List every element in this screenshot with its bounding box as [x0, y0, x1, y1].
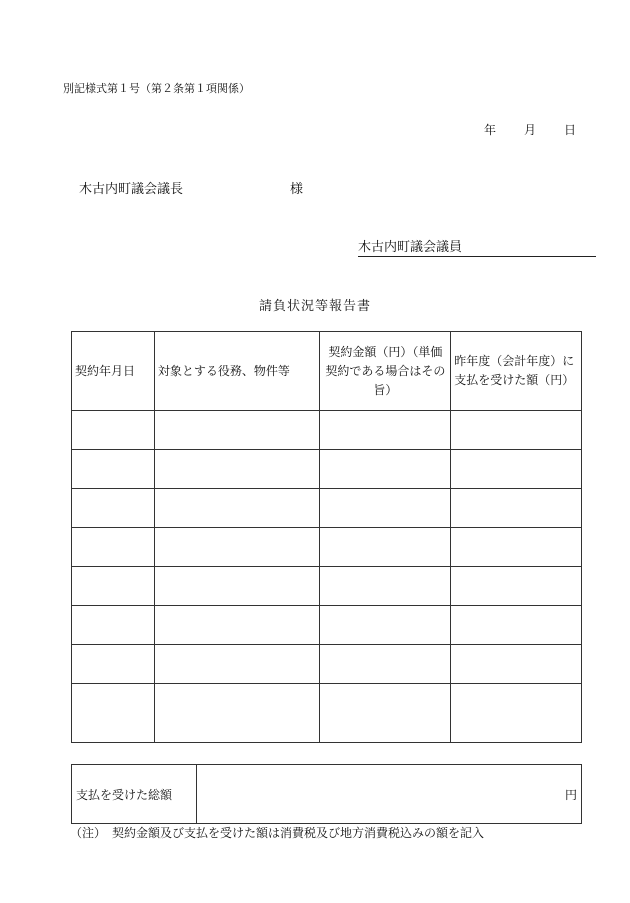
total-amount-field[interactable]	[197, 765, 582, 824]
date-year: 年	[484, 123, 497, 137]
table-header-row	[72, 332, 582, 411]
table-cell[interactable]	[451, 645, 582, 684]
date-day: 日	[564, 123, 577, 137]
honorific: 様	[290, 182, 304, 197]
table-cell[interactable]	[154, 606, 320, 645]
table-cell[interactable]	[451, 450, 582, 489]
date-month: 月	[524, 123, 537, 137]
header-contract-amount: 契約金額（円）（単価契約である場合はその旨）	[320, 332, 451, 411]
table-row	[72, 645, 582, 684]
table-cell[interactable]	[451, 411, 582, 450]
table-cell[interactable]	[320, 567, 451, 606]
table-cell[interactable]	[451, 684, 582, 743]
footnote: （注） 契約金額及び支払を受けた額は消費税及び地方消費税込みの額を記入	[70, 826, 485, 840]
table-cell[interactable]	[320, 411, 451, 450]
table-cell[interactable]	[72, 567, 155, 606]
table-cell[interactable]	[154, 567, 320, 606]
table-cell[interactable]	[320, 606, 451, 645]
total-unit: 円	[564, 787, 577, 802]
table-cell[interactable]	[154, 411, 320, 450]
table-row	[72, 411, 582, 450]
table-row	[72, 606, 582, 645]
table-cell[interactable]	[320, 684, 451, 743]
table-cell[interactable]	[72, 684, 155, 743]
table-row	[72, 567, 582, 606]
header-contract-date: 契約年月日	[72, 332, 155, 411]
table-cell[interactable]	[451, 606, 582, 645]
table-cell[interactable]	[72, 645, 155, 684]
sender-signature-line	[358, 236, 596, 257]
table-cell[interactable]	[72, 411, 155, 450]
form-reference: 別記様式第１号（第２条第１項関係）	[63, 82, 250, 95]
document-title: 請負状況等報告書	[258, 299, 371, 314]
table-cell[interactable]	[72, 528, 155, 567]
date-line	[484, 121, 584, 138]
addressee: 木古内町議会議長	[79, 182, 184, 197]
table-cell[interactable]	[72, 450, 155, 489]
table-cell[interactable]	[154, 450, 320, 489]
table-cell[interactable]	[451, 489, 582, 528]
table-cell[interactable]	[451, 528, 582, 567]
header-subject: 対象とする役務、物件等	[154, 332, 320, 411]
table-cell[interactable]	[154, 684, 320, 743]
table-cell[interactable]	[320, 645, 451, 684]
total-row	[72, 765, 582, 824]
table-cell[interactable]	[72, 606, 155, 645]
table-cell[interactable]	[320, 489, 451, 528]
table-cell[interactable]	[320, 450, 451, 489]
table-cell[interactable]	[154, 528, 320, 567]
table-row	[72, 489, 582, 528]
table-cell[interactable]	[154, 645, 320, 684]
table-row	[72, 450, 582, 489]
table-cell[interactable]	[72, 489, 155, 528]
table-row	[72, 528, 582, 567]
total-label: 支払を受けた総額	[72, 765, 197, 824]
table-row	[72, 684, 582, 743]
table-cell[interactable]	[154, 489, 320, 528]
contract-table	[71, 331, 582, 743]
sender-title: 木古内町議会議員	[358, 240, 463, 255]
header-paid-last-year: 昨年度（会計年度）に支払を受けた額（円）	[451, 332, 582, 411]
table-cell[interactable]	[320, 528, 451, 567]
total-table	[71, 764, 582, 824]
table-cell[interactable]	[451, 567, 582, 606]
